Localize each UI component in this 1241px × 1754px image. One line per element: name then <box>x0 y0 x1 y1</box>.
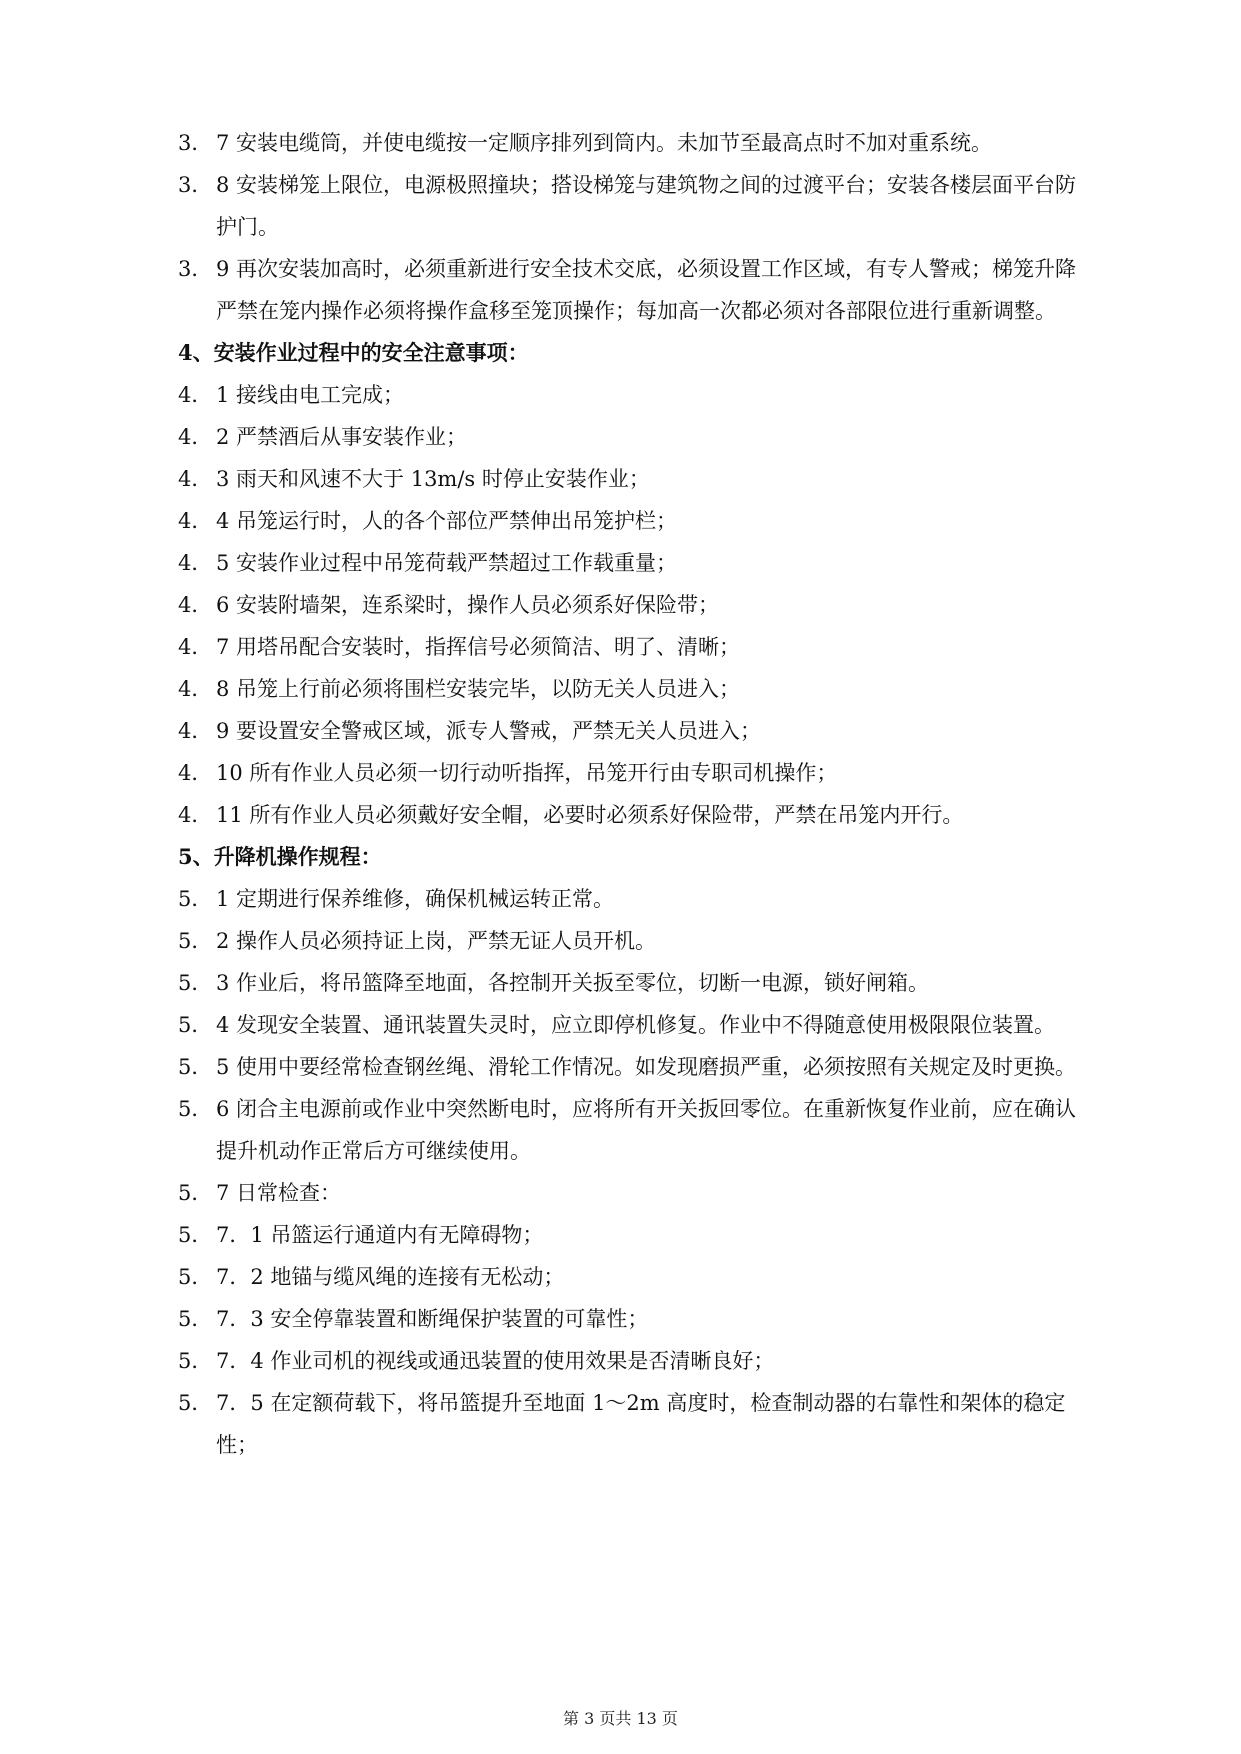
list-item <box>178 920 1083 962</box>
item-text: 6 安装附墙架，连系梁时，操作人员必须系好保险带； <box>216 593 720 617</box>
list-item <box>178 374 1083 416</box>
item-text: 7 日常检查： <box>216 1181 342 1205</box>
item-number: 5． <box>178 1223 213 1247</box>
item-text: 6 闭合主电源前或作业中突然断电时，应将所有开关扳回零位。在重新恢复作业前，应在确认提升机动作正常后方可继续使用。 <box>216 1097 1077 1163</box>
list-item <box>178 1004 1083 1046</box>
item-number: 5． <box>178 1391 213 1415</box>
item-text: 11 所有作业人员必须戴好安全帽，必要时必须系好保险带，严禁在吊笼内开行。 <box>216 803 964 827</box>
item-number: 5． <box>178 1097 213 1121</box>
item-text: 9 要设置安全警戒区域，派专人警戒，严禁无关人员进入； <box>216 719 762 743</box>
item-text: 10 所有作业人员必须一切行动听指挥，吊笼开行由专职司机操作； <box>216 761 838 785</box>
item-number: 5． <box>178 929 213 953</box>
item-text: 4 发现安全装置、通讯装置失灵时，应立即停机修复。作业中不得随意使用极限限位装置。 <box>216 1013 1056 1037</box>
item-text: 7 用塔吊配合安装时，指挥信号必须简洁、明了、清晰； <box>216 635 741 659</box>
list-item <box>178 1046 1083 1088</box>
item-text: 9 再次安装加高时，必须重新进行安全技术交底，必须设置工作区域，有专人警戒；梯笼升降严禁在笼内操作必须将操作盒移至笼顶操作；每加高一次都必须对各部限位进行重新调整。 <box>216 257 1077 323</box>
item-text: 5 使用中要经常检查钢丝绳、滑轮工作情况。如发现磨损严重，必须按照有关规定及时更换。 <box>216 1055 1077 1079</box>
item-text: 3 雨天和风速不大于 13m/s 时停止安装作业； <box>216 467 650 491</box>
list-item <box>178 626 1083 668</box>
list-item <box>178 1214 1083 1256</box>
list-item <box>178 416 1083 458</box>
item-text: 7．4 作业司机的视线或通迅装置的使用效果是否清晰良好； <box>216 1349 775 1373</box>
item-number: 3． <box>178 257 213 281</box>
item-text: 7 安装电缆筒，并使电缆按一定顺序排列到筒内。未加节至最高点时不加对重系统。 <box>216 131 993 155</box>
list-item <box>178 1088 1083 1172</box>
item-number: 4． <box>178 509 213 533</box>
list-item <box>178 500 1083 542</box>
list-item <box>178 1298 1083 1340</box>
item-number: 5． <box>178 1181 213 1205</box>
item-text: 7．2 地锚与缆风绳的连接有无松动； <box>216 1265 565 1289</box>
item-number: 4． <box>178 467 213 491</box>
item-text: 7．3 安全停靠装置和断绳保护装置的可靠性； <box>216 1307 649 1331</box>
heading-text: 4、安装作业过程中的安全注意事项： <box>178 340 529 365</box>
item-text: 5 安装作业过程中吊笼荷载严禁超过工作载重量； <box>216 551 678 575</box>
item-number: 5． <box>178 887 213 911</box>
item-text: 8 安装梯笼上限位，电源极照撞块；搭设梯笼与建筑物之间的过渡平台；安装各楼层面平台防护门。 <box>216 173 1077 239</box>
list-item <box>178 878 1083 920</box>
list-item <box>178 1340 1083 1382</box>
item-number: 4． <box>178 383 213 407</box>
item-text: 7．5 在定额荷载下，将吊篮提升至地面 1～2m 高度时，检查制动器的右靠性和架体的稳定性； <box>216 1391 1066 1457</box>
item-number: 5． <box>178 1055 213 1079</box>
item-text: 4 吊笼运行时，人的各个部位严禁伸出吊笼护栏； <box>216 509 678 533</box>
list-item <box>178 794 1083 836</box>
list-item <box>178 164 1083 248</box>
list-item <box>178 248 1083 332</box>
list-item <box>178 1256 1083 1298</box>
page-footer <box>0 1708 1241 1730</box>
item-number: 4． <box>178 551 213 575</box>
list-item <box>178 1382 1083 1466</box>
list-item <box>178 962 1083 1004</box>
heading-text: 5、升降机操作规程： <box>178 844 382 869</box>
item-number: 4． <box>178 635 213 659</box>
item-number: 5． <box>178 1349 213 1373</box>
item-text: 3 作业后，将吊篮降至地面，各控制开关扳至零位，切断一电源，锁好闸箱。 <box>216 971 930 995</box>
list-item <box>178 458 1083 500</box>
section-heading <box>178 836 1083 878</box>
item-text: 2 操作人员必须持证上岗，严禁无证人员开机。 <box>216 929 657 953</box>
list-item <box>178 122 1083 164</box>
document-body <box>178 122 1083 1466</box>
list-item <box>178 752 1083 794</box>
page-number-label: 第 3 页共 13 页 <box>563 1709 678 1728</box>
item-number: 5． <box>178 1307 213 1331</box>
item-number: 4． <box>178 677 213 701</box>
item-number: 3． <box>178 131 213 155</box>
item-text: 1 定期进行保养维修，确保机械运转正常。 <box>216 887 615 911</box>
item-number: 3． <box>178 173 213 197</box>
item-number: 4． <box>178 593 213 617</box>
item-text: 2 严禁酒后从事安装作业； <box>216 425 468 449</box>
list-item <box>178 542 1083 584</box>
item-text: 1 接线由电工完成； <box>216 383 405 407</box>
item-number: 5． <box>178 971 213 995</box>
list-item <box>178 1172 1083 1214</box>
item-number: 4． <box>178 761 213 785</box>
list-item <box>178 584 1083 626</box>
item-text: 7．1 吊篮运行通道内有无障碍物； <box>216 1223 544 1247</box>
item-number: 4． <box>178 719 213 743</box>
item-number: 4． <box>178 803 213 827</box>
item-text: 8 吊笼上行前必须将围栏安装完毕，以防无关人员进入； <box>216 677 741 701</box>
list-item <box>178 710 1083 752</box>
item-number: 4． <box>178 425 213 449</box>
section-heading <box>178 332 1083 374</box>
item-number: 5． <box>178 1013 213 1037</box>
list-item <box>178 668 1083 710</box>
item-number: 5． <box>178 1265 213 1289</box>
